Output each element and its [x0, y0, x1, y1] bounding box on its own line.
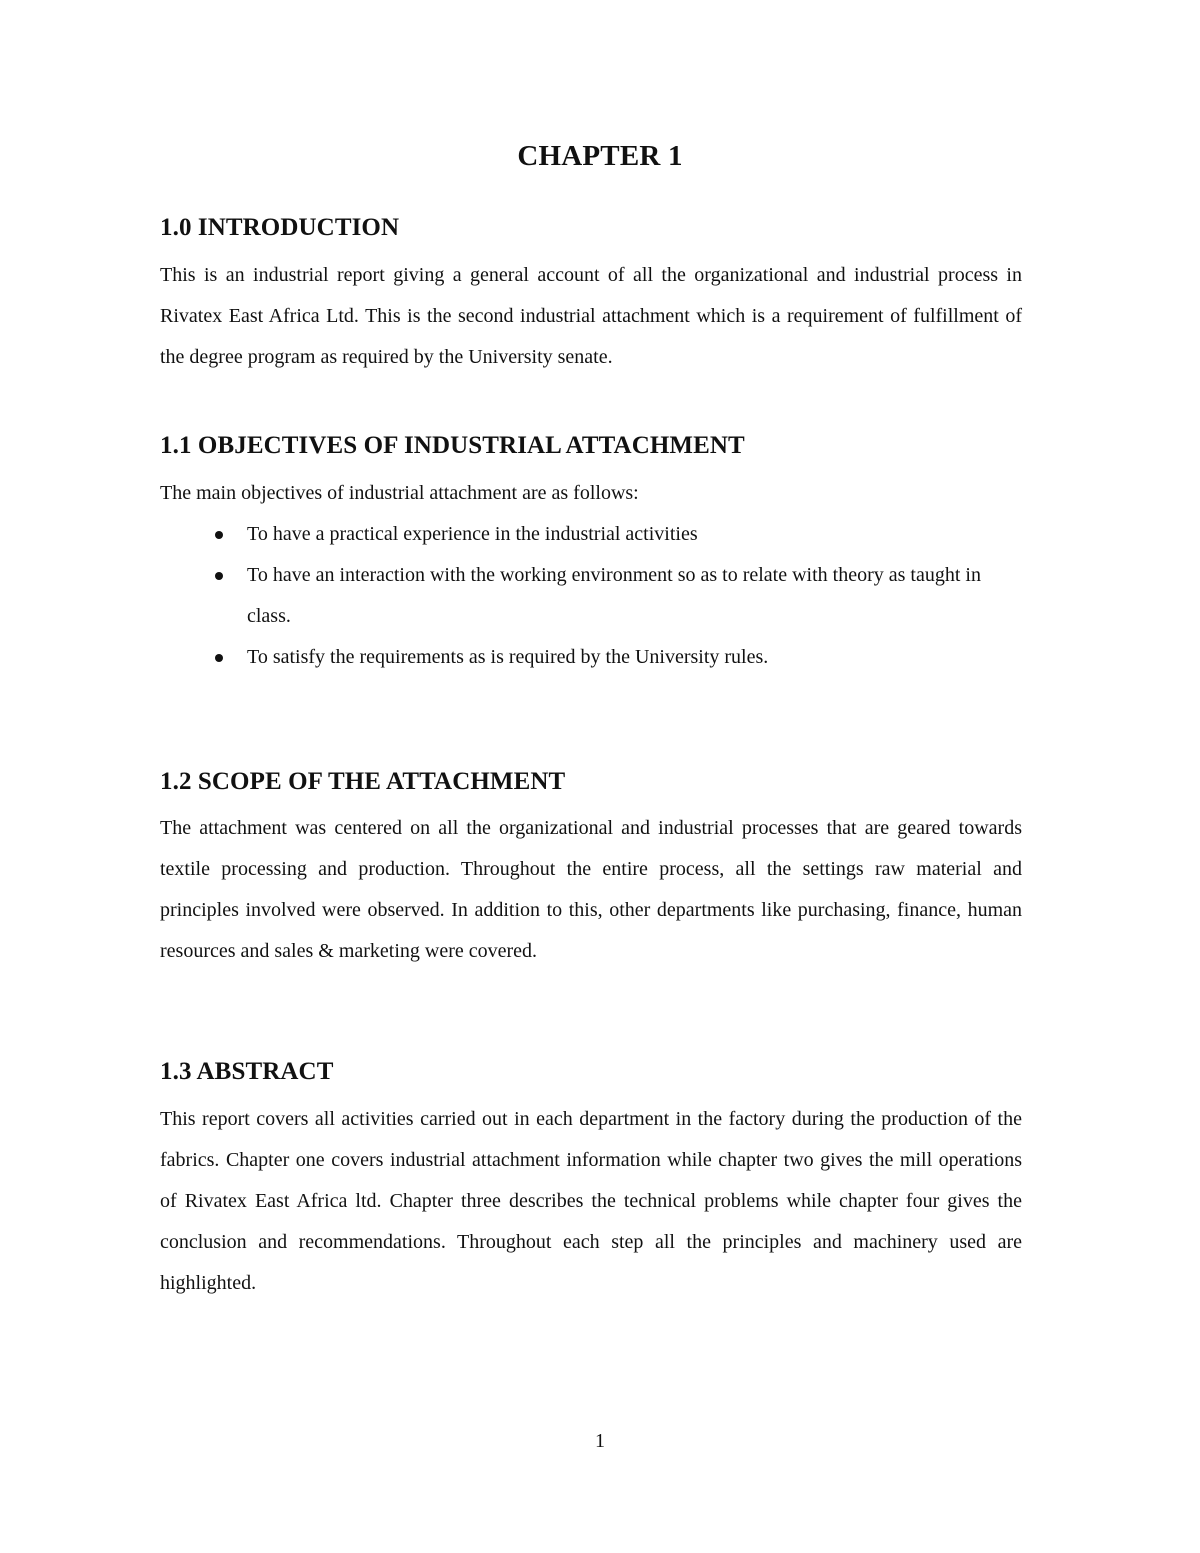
bullet-icon: [215, 572, 223, 580]
scope-paragraph: The attachment was centered on all the organizational and industrial processes that are geared towards textile processing and production. Throughout the entire process, all the settings raw material and principles involved were observed. In addition to this, other departments like purchasing, finance, human resources and sales & marketing were covered.: [160, 817, 1022, 962]
list-item-text: To have an interaction with the working environment so as to relate with theory as taught in class.: [247, 564, 981, 627]
list-item-text: To satisfy the requirements as is required by the University rules.: [247, 646, 769, 668]
abstract-paragraph: This report covers all activities carried out in each department in the factory during the production of the fabrics. Chapter one covers industrial attachment information while chapter two gives the mill operations of Rivatex East Africa ltd. Chapter three describes the technical problems while chapter four gives the conclusion and recommendations. Throughout each step all the principles and machinery used are highlighted.: [160, 1108, 1022, 1294]
list-item: [160, 514, 1022, 555]
list-item: [160, 555, 1022, 637]
bullet-icon: [215, 531, 223, 539]
list-item-text: To have a practical experience in the industrial activities: [247, 523, 698, 545]
objectives-intro: The main objectives of industrial attachment are as follows:: [160, 482, 639, 504]
objectives-heading: 1.1 OBJECTIVES OF INDUSTRIAL ATTACHMENT: [160, 432, 745, 459]
abstract-heading: 1.3 ABSTRACT: [160, 1058, 334, 1085]
introduction-paragraph: This is an industrial report giving a general account of all the organizational and industrial process in Rivatex East Africa Ltd. This is the second industrial attachment which is a requirement of fulfillment of the degree program as required by the University senate.: [160, 264, 1022, 368]
page-number: 1: [595, 1430, 605, 1452]
objectives-list: [160, 514, 1022, 678]
scope-heading: 1.2 SCOPE OF THE ATTACHMENT: [160, 768, 566, 795]
list-item: [160, 637, 1022, 678]
introduction-heading: 1.0 INTRODUCTION: [160, 214, 400, 241]
bullet-icon: [215, 654, 223, 662]
chapter-title: CHAPTER 1: [517, 140, 683, 172]
